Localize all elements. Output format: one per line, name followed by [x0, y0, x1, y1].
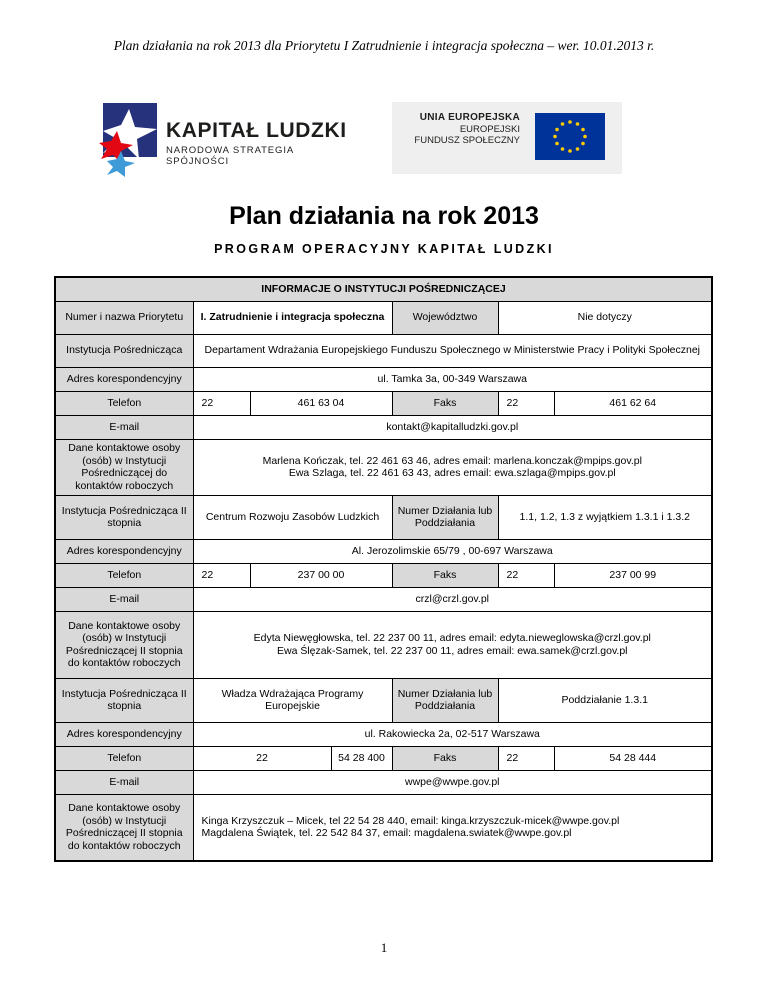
fax-value: 461 62 64	[554, 391, 712, 415]
address-label: Adres korespondencyjny	[55, 367, 193, 391]
table-row	[55, 722, 712, 746]
table-row	[55, 439, 712, 495]
page-header: Plan działania na rok 2013 dla Priorytetu I Zatrudnienie i integracja społeczna – wer. 10.01.2013 r.	[113, 38, 655, 53]
contact-person: Magdalena Świątek, tel. 22 542 84 37, email: magdalena.swiatek@wwpe.gov.pl	[201, 827, 572, 840]
contact-person: Ewa Szlaga, tel. 22 461 63 43, adres email: ewa.szlaga@mpips.gov.pl	[288, 467, 616, 479]
eu-line1: UNIA EUROPEJSKA	[419, 112, 520, 123]
priority-label: Numer i nazwa Priorytetu	[55, 301, 193, 334]
email-value: kontakt@kapitalludzki.gov.pl	[193, 415, 712, 439]
region-value: Nie dotyczy	[498, 301, 712, 334]
table-row	[55, 277, 712, 301]
fax-code: 22	[498, 563, 554, 587]
fax-label: Faks	[392, 391, 498, 415]
phone-value: 461 63 04	[250, 391, 392, 415]
contacts-value	[193, 439, 712, 495]
address-value: Al. Jerozolimskie 65/79 , 00-697 Warszawa	[193, 539, 712, 563]
institution-info-table	[54, 276, 713, 862]
phone-label: Telefon	[55, 391, 193, 415]
table-heading: INFORMACJE O INSTYTUCJI POŚREDNICZĄCEJ	[55, 277, 712, 301]
page-subtitle: PROGRAM OPERACYJNY KAPITAŁ LUDZKI	[214, 242, 554, 256]
fax-code: 22	[498, 391, 554, 415]
ip2-label: Instytucja Pośrednicząca II stopnia	[55, 495, 193, 539]
table-row	[55, 770, 712, 794]
ip-value: Departament Wdrażania Europejskiego Funduszu Społecznego w Ministerstwie Pracy i Polityki Społecznej	[193, 334, 712, 367]
fax-label: Faks	[392, 746, 498, 770]
measure-value: Poddziałanie 1.3.1	[498, 678, 712, 722]
eu-line3: FUNDUSZ SPOŁECZNY	[414, 135, 520, 146]
page-title: Plan działania na rok 2013	[229, 202, 539, 230]
contact-person: Ewa Ślęzak-Samek, tel. 22 237 00 11, adres email: ewa.samek@crzl.gov.pl	[277, 644, 628, 657]
fax-code: 22	[498, 746, 554, 770]
ip-label: Instytucja Pośrednicząca	[55, 334, 193, 367]
priority-value: I. Zatrudnienie i integracja społeczna	[193, 301, 392, 334]
email-value: crzl@crzl.gov.pl	[193, 587, 712, 611]
table-row	[55, 794, 712, 861]
contact-person: Marlena Kończak, tel. 22 461 63 46, adres email: marlena.konczak@mpips.gov.pl	[262, 454, 642, 467]
eu-logo-text	[402, 112, 520, 147]
kapital-ludzki-emblem-icon	[99, 101, 161, 183]
table-row	[55, 334, 712, 367]
ip2-label: Instytucja Pośrednicząca II stopnia	[55, 678, 193, 722]
email-label: E-mail	[55, 415, 193, 439]
measure-value: 1.1, 1.2, 1.3 z wyjątkiem 1.3.1 i 1.3.2	[498, 495, 712, 539]
ip2-value: Centrum Rozwoju Zasobów Ludzkich	[193, 495, 392, 539]
table-row	[55, 611, 712, 678]
table-row	[55, 301, 712, 334]
phone-code: 22	[193, 563, 250, 587]
address-label: Adres korespondencyjny	[55, 539, 193, 563]
contacts-value	[193, 611, 712, 678]
page-number: 1	[380, 940, 388, 955]
phone-code: 22	[193, 391, 250, 415]
contacts-value	[193, 794, 712, 861]
address-value: ul. Rakowiecka 2a, 02-517 Warszawa	[193, 722, 712, 746]
measure-label: Numer Działania lub Poddziałania	[392, 495, 498, 539]
phone-value: 237 00 00	[250, 563, 392, 587]
email-value: wwpe@wwpe.gov.pl	[193, 770, 712, 794]
region-label: Województwo	[392, 301, 498, 334]
kl-title: KAPITAŁ LUDZKI	[166, 119, 347, 142]
contacts-label: Dane kontaktowe osoby (osób) w Instytucji Pośredniczącej II stopnia do kontaktów roboczych	[55, 611, 193, 678]
fax-value: 54 28 444	[554, 746, 712, 770]
table-row	[55, 746, 712, 770]
contact-person: Edyta Niewęgłowska, tel. 22 237 00 11, adres email: edyta.nieweglowska@crzl.gov.pl	[253, 632, 651, 644]
table-row	[55, 415, 712, 439]
contacts-label: Dane kontaktowe osoby (osób) w Instytucji Pośredniczącej do kontaktów roboczych	[55, 439, 193, 495]
measure-label: Numer Działania lub Poddziałania	[392, 678, 498, 722]
table-row	[55, 678, 712, 722]
email-label: E-mail	[55, 587, 193, 611]
table-row	[55, 539, 712, 563]
phone-label: Telefon	[55, 563, 193, 587]
kl-subtitle: NARODOWA STRATEGIA SPÓJNOŚCI	[166, 145, 294, 167]
ip2-value: Władza Wdrażająca Programy Europejskie	[193, 678, 392, 722]
address-value: ul. Tamka 3a, 00-349 Warszawa	[193, 367, 712, 391]
email-label: E-mail	[55, 770, 193, 794]
kapital-ludzki-logo	[99, 101, 359, 183]
eu-flag-icon	[535, 113, 605, 160]
table-row	[55, 391, 712, 415]
table-row	[55, 587, 712, 611]
fax-value: 237 00 99	[554, 563, 712, 587]
phone-label: Telefon	[55, 746, 193, 770]
address-label: Adres korespondencyjny	[55, 722, 193, 746]
table-row	[55, 495, 712, 539]
table-row	[55, 563, 712, 587]
contact-person: Kinga Krzyszczuk – Micek, tel 22 54 28 440, email: kinga.krzyszczuk-micek@wwpe.gov.pl	[201, 814, 620, 827]
eu-line2: EUROPEJSKI	[459, 123, 520, 135]
contacts-label: Dane kontaktowe osoby (osób) w Instytucji Pośredniczącej II stopnia do kontaktów roboczych	[55, 794, 193, 861]
phone-code: 22	[193, 746, 331, 770]
fax-label: Faks	[392, 563, 498, 587]
eu-logo	[392, 102, 622, 174]
phone-value: 54 28 400	[331, 746, 392, 770]
table-row	[55, 367, 712, 391]
